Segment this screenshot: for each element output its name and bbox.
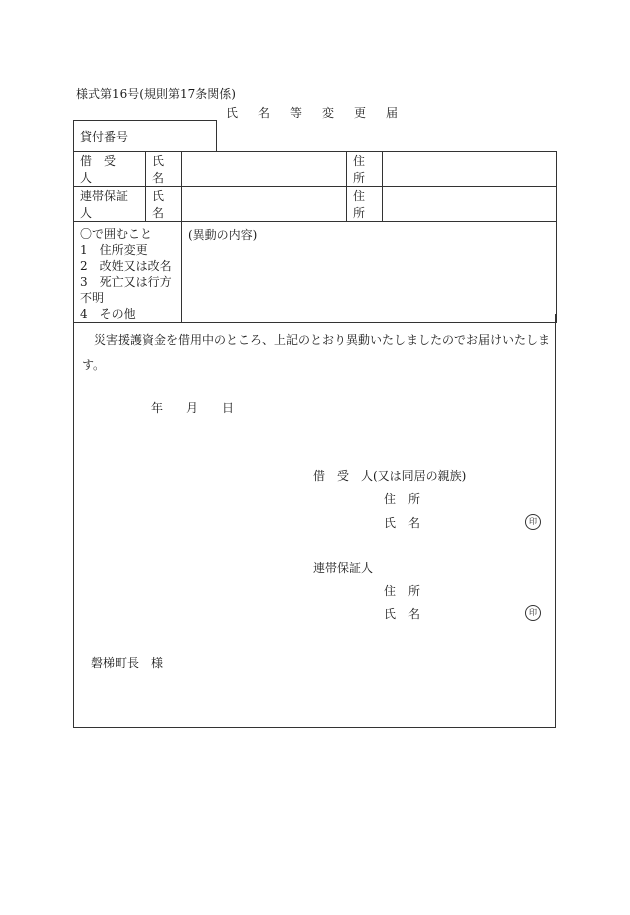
- signature-guarantor-label: 連帯保証人: [313, 561, 374, 575]
- signature-guarantor-name-label: 氏 名: [384, 607, 421, 621]
- signature-borrower-name-label: 氏 名: [384, 516, 421, 530]
- guarantor-name-field[interactable]: [182, 187, 347, 222]
- change-reason-option[interactable]: 2 改姓又は改名: [80, 259, 172, 273]
- borrower-name-label: 氏名: [146, 152, 182, 187]
- change-reason-option[interactable]: 1 住所変更: [80, 243, 148, 257]
- change-reason-option[interactable]: 3 死亡又は行方不明: [80, 275, 172, 305]
- form-number: 様式第16号(規則第17条関係): [76, 87, 236, 101]
- seal-mark: 印: [525, 514, 541, 530]
- borrower-label: 借 受 人: [74, 152, 146, 187]
- date-year-label: 年: [151, 401, 164, 415]
- borrower-address-field[interactable]: [383, 152, 557, 187]
- change-reason-options: [74, 222, 182, 323]
- guarantor-seal-icon: [525, 604, 541, 621]
- date-day-label: 日: [222, 401, 235, 415]
- guarantor-address-label: 住所: [347, 187, 383, 222]
- seal-mark: 印: [525, 605, 541, 621]
- change-reason-option[interactable]: 4 その他: [80, 307, 136, 321]
- borrower-row: [74, 152, 557, 187]
- guarantor-label: 連帯保証人: [74, 187, 146, 222]
- date-month-label: 月: [186, 401, 199, 415]
- statement-text: 災害援護資金を借用中のところ、上記のとおり異動いたしましたのでお届けいたします。: [82, 333, 551, 372]
- guarantor-row: [74, 187, 557, 222]
- form-title: 氏名等変更届: [226, 106, 419, 120]
- loan-number-table: [73, 120, 217, 152]
- change-detail-field[interactable]: [182, 222, 557, 323]
- applicant-table: [73, 151, 557, 323]
- signature-guarantor-address-label: 住 所: [384, 584, 421, 598]
- addressee: 磐梯町長 様: [91, 656, 164, 670]
- change-reason-row: [74, 222, 557, 323]
- borrower-name-field[interactable]: [182, 152, 347, 187]
- signature-borrower-label: 借 受 人(又は同居の親族): [313, 469, 467, 483]
- loan-number-label: 貸付番号: [74, 121, 217, 152]
- change-detail-label: (異動の内容): [188, 228, 258, 242]
- signature-borrower-address-label: 住 所: [384, 492, 421, 506]
- change-reason-instruction: 〇で囲むこと: [80, 227, 153, 241]
- guarantor-name-label: 氏名: [146, 187, 182, 222]
- borrower-address-label: 住所: [347, 152, 383, 187]
- borrower-seal-icon: [525, 513, 541, 530]
- guarantor-address-field[interactable]: [383, 187, 557, 222]
